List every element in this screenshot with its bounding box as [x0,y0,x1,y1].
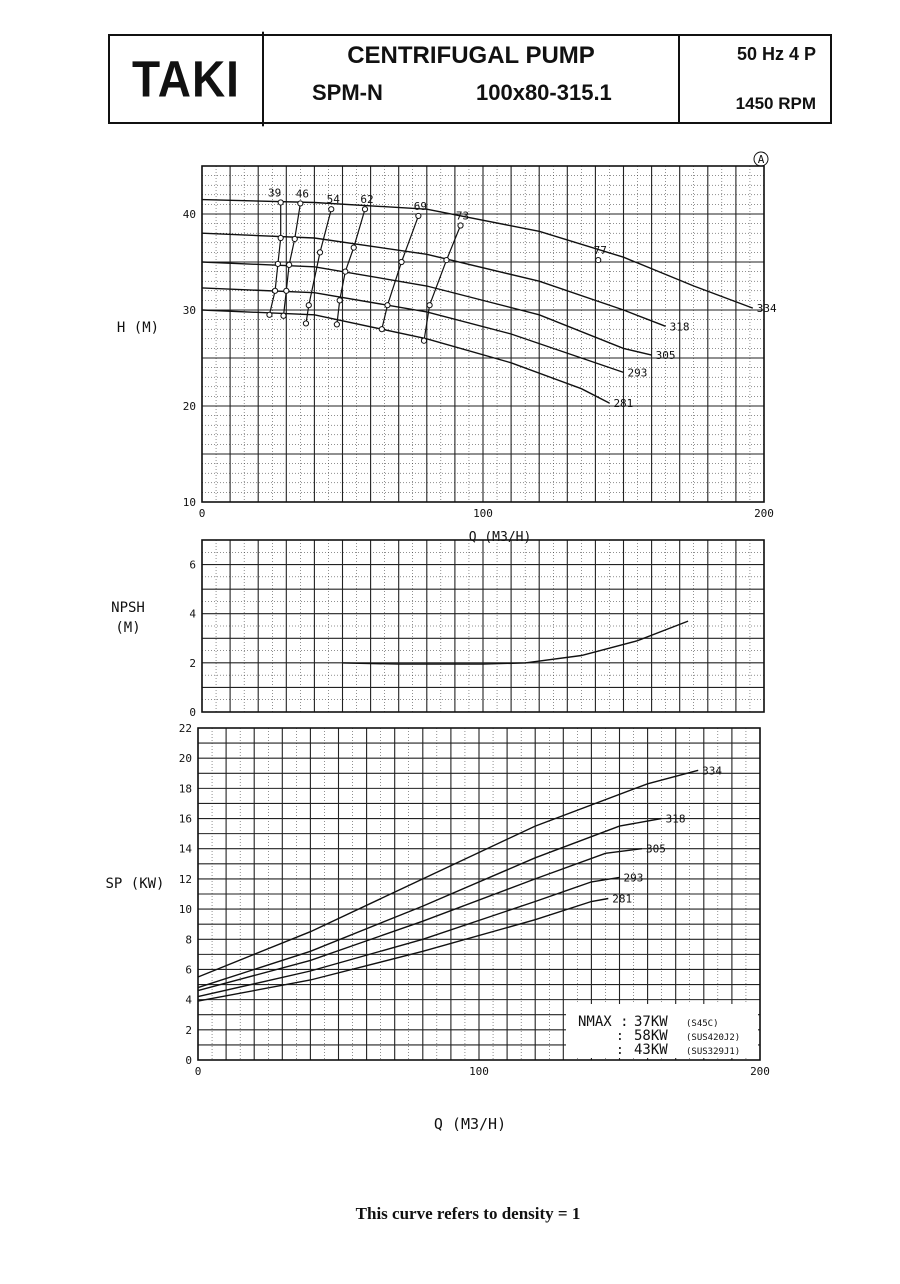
y-tick-label: 8 [185,933,192,947]
y-tick-label: 6 [185,963,192,977]
x-axis-label: Q (M3/H) [433,1115,507,1133]
nmax-sep: : [616,1043,624,1058]
nmax-label: NMAX : [578,1014,629,1030]
x-tick-label: 100 [469,1065,489,1078]
nmax-material: (SUS420J2) [686,1033,741,1043]
y-tick-label: 20 [182,400,196,413]
series-label: 334 [756,302,777,316]
efficiency-line [269,203,280,315]
efficiency-point [385,303,390,308]
efficiency-label: 39 [268,186,282,200]
series-line [343,621,689,664]
efficiency-label: 54 [326,193,340,207]
y-tick-label: 12 [178,872,192,886]
y-axis-label: NPSH [111,600,145,616]
y-axis-label: SP (KW) [105,876,165,892]
y-tick-label: 40 [182,208,196,221]
efficiency-point [416,213,421,218]
chart-panel-3 [198,728,760,1060]
efficiency-point [281,313,286,318]
pump-title: CENTRIFUGAL PUMP [347,42,595,69]
density-note: This curve refers to density = 1 [355,1204,581,1223]
y-tick-label: 30 [182,304,196,317]
efficiency-point [427,303,432,308]
pump-size: 100x80-315.1 [476,80,612,105]
series-label: 305 [645,842,666,856]
x-tick-label: 200 [754,507,774,520]
efficiency-point [596,257,601,262]
efficiency-point [334,322,339,327]
efficiency-label: 77 [593,244,607,258]
chart-panel-2 [202,540,764,712]
nmax-value: 37KW [634,1014,668,1030]
efficiency-point [272,288,277,293]
series-label: 281 [612,892,633,906]
efficiency-label: 69 [413,199,427,213]
y-tick-label: 2 [185,1023,192,1037]
efficiency-point [278,235,283,240]
nmax-material: (SUS329J1) [686,1047,741,1057]
freq-poles: 50 Hz 4 P [736,44,816,64]
x-tick-label: 200 [750,1065,770,1078]
series-line [202,310,610,403]
efficiency-point [421,338,426,343]
efficiency-point [278,200,283,205]
y-tick-label: 18 [178,782,192,796]
series-line [198,819,662,988]
efficiency-point [362,207,367,212]
efficiency-point [275,261,280,266]
series-label: 293 [623,871,644,885]
efficiency-point [306,303,311,308]
efficiency-point [444,257,449,262]
efficiency-point [343,269,348,274]
y-tick-label: 20 [178,752,192,766]
efficiency-point [399,259,404,264]
x-axis-label: Q (M3/H) [468,530,532,545]
y-tick-label: 22 [178,722,192,735]
series-label: 318 [669,320,690,334]
efficiency-line [337,209,365,324]
y-axis-label: H (M) [116,320,160,336]
series-label: 281 [613,397,634,411]
efficiency-point [284,288,289,293]
efficiency-point [292,236,297,241]
nmax-value: 58KW [634,1028,668,1044]
x-tick-label: 0 [198,507,206,520]
y-tick-label: 16 [178,812,192,826]
corner-mark: A [757,153,765,166]
efficiency-point [298,201,303,206]
series-label: 334 [702,764,723,778]
y-tick-label: 0 [185,1054,192,1067]
y-tick-label: 4 [189,607,196,621]
y-tick-label: 4 [185,993,192,1007]
y-tick-label: 0 [189,706,196,719]
nmax-material: (S45C) [686,1019,719,1029]
y-tick-label: 10 [182,496,196,509]
y-tick-label: 10 [178,903,192,917]
efficiency-label: 62 [360,193,374,207]
efficiency-point [458,223,463,228]
y-axis-label: (M) [115,620,141,636]
efficiency-point [351,245,356,250]
brand-logo: TAKI [110,32,264,127]
x-tick-label: 100 [473,507,493,520]
efficiency-point [379,327,384,332]
series-label: 293 [627,366,648,380]
efficiency-label: 46 [295,187,309,201]
efficiency-label: 73 [455,209,470,223]
speed: 1450 RPM [735,94,816,113]
series-label: 305 [655,349,676,363]
x-tick-label: 0 [194,1065,202,1078]
nmax-value: 43KW [634,1042,668,1058]
efficiency-point [303,321,308,326]
y-tick-label: 2 [189,656,196,670]
series-label: 318 [665,812,686,826]
y-tick-label: 14 [178,842,192,856]
efficiency-point [317,250,322,255]
nmax-sep: : [616,1029,624,1044]
efficiency-point [337,298,342,303]
efficiency-point [287,262,292,267]
series-line [198,877,620,996]
efficiency-point [267,312,272,317]
y-tick-label: 6 [189,558,196,572]
pump-model: SPM-N [312,80,383,105]
efficiency-point [329,207,334,212]
